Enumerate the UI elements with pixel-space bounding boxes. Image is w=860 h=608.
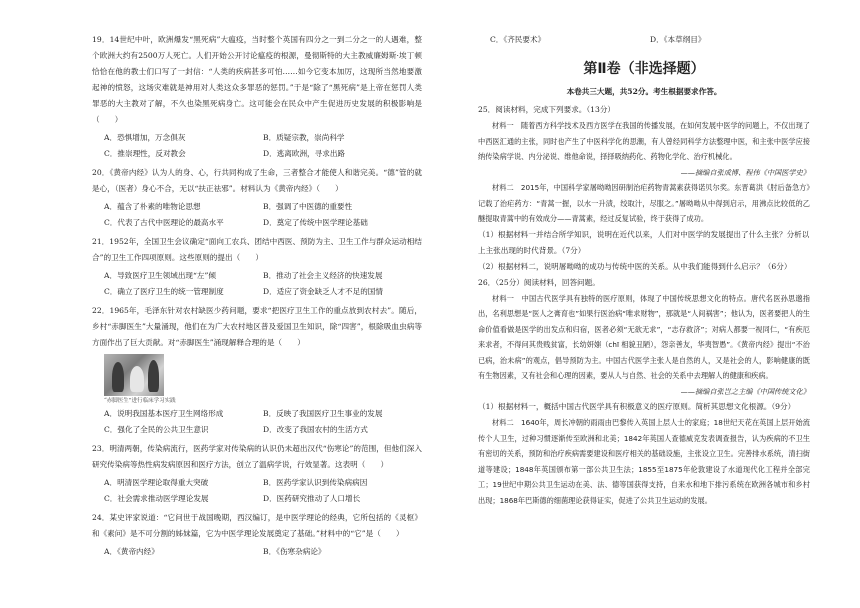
left-column [92,32,422,563]
q25-material-1-source: ——摘编自张成博、程伟《中国医学史》 [680,167,810,177]
question-19-stem: 19．14世纪中叶，欧洲爆发“黑死病”大瘟疫，当时整个英国有四分之一到二分之一的人遇难，整个欧洲大约有2500万人死亡。人们开始公开讨论瘟疫的根源，曼彻斯特的大主教威廉姆斯·埃丁顿恰恰在他的教士们口写了一封信：“人类的疾病甚多可怕……如今它变本加厉，这现所当然地要激起神的愤怒，这场灾难就是神用对人类这众多罪恶的惩罚。”于是“除了“黑死病”是上帝在惩罚人类罪恶的大主教对了解，不久也染黑死病身亡。这可能会在民众中产生促进历史发展的积极影响是（ ） [92,35,422,124]
question-22-options [104,406,422,438]
question-21-options [104,268,422,300]
question-23-stem: 23．明清两朝，传染病流行，医药学家对传染病的认识仍未超出汉代“伤寒论”的范围，但他们深入研究传染病等热性病发病原因和医疗方法，创立了温病学说，行效显著。这表明（ ） [92,444,422,469]
q26-material-2: 材料二 1640年，周长冲朝的雨雨由巴黎传入英国上层人士的家庭；18世纪天花在英国上层开始流传个人卫生，过种习惯逐渐传至欧洲和北美；1842年英国人查德威克发表调查报告，认为疾病的不卫生有密切的关系，预防和治疗疾病需要建设和医疗相关的基础设施，主张设立卫生。完善排水系统，清扫街道等建设；1848年英国颁布第一部公共卫生法；1855至1875年伦敦建设了水道现代化工程并全部完工；19世纪中期公共卫生运动在美、法、德等国获得支持，自来水和地下排污系统在欧洲各城市和乡村出现；1868年巴斯德的细菌理论获得证实，促进了公共卫生运动的发展。 [478,418,810,505]
q25-material-2: 材料二 2015年，中国科学家屠呦呦因研制治疟药物青蒿素获得诺贝尔奖。东晋葛洪《肘后备急方》记载了治疟药方：“青蒿一握，以水一升渍，绞取汁，尽服之。”屠呦呦从中得到启示，用沸点比较低的乙醚提取青蒿中的有效成分——青蒿素，经过反复试验，终于获得了成功。 [478,183,810,223]
q20-option-d: D．奠定了传统中医学理论基础 [263,218,368,227]
q19-option-c: C．推崇理性，反对教会 [104,149,186,158]
q26-subquestion-1: （1）根据材料一，概括中国古代医学具有积极意义的医疗原则。简析其思想文化根源。（9分） [478,402,796,411]
q21-option-c: C．确立了医疗卫生的统一管理制度 [104,287,224,296]
section-title: 第Ⅱ卷（非选择题） [583,61,705,77]
q19-option-b: B．质疑宗教，崇尚科学 [263,133,345,142]
question-23-options [104,475,422,507]
q19-option-d: D．逃离欧洲，寻求出路 [263,149,346,158]
q23-option-b: B．医药学家认识到传染病病因 [263,478,368,487]
question-21-stem: 21．1952年，全国卫生会议确定“面向工农兵、团结中西医、预防为主、卫生工作与群众运动相结合”的卫生工作四项原则。这些原则的提出（ ） [92,237,422,262]
q20-option-c: C．代表了古代中医理论的最高水平 [104,218,224,227]
q24-option-b: B．《伤寒杂病论》 [263,547,326,556]
question-25-head: 25．阅读材料，完成下列要求。（13分） [478,105,616,114]
q19-option-a: A．恐惧增加，万念俱灰 [104,133,186,142]
q23-option-c: C．社会需求推动医学理论发展 [104,494,209,503]
q26-material-1-source: ——摘编自张岂之主编《中国传统文化》 [680,386,810,396]
question-24-options-cont [490,32,810,48]
photo-caption: “赤脚医生”进行临床学习实践 [104,398,176,404]
q20-option-a: A．蕴含了朴素的唯物论思想 [104,202,201,211]
question-19-options [104,130,422,162]
q25-subquestion-1: （1）根据材料一并结合所学知识，说明在近代以来，人们对中医学的发展提出了什么主张？分析以上主张出现的时代背景。（7分） [478,229,810,255]
q24-option-a: A．《黄帝内经》 [104,547,159,556]
q22-option-a: A．说明我国基本医疗卫生网络形成 [104,409,224,418]
question-22-stem: 22．1965年，毛泽东针对农村缺医少药问题，要求“把医疗卫生工作的重点放到农村去”。随后，乡村“赤脚医生”大量涌现，他们在为广大农村地区普及爱国卫生知识，除“四害”，根除吸血虫病等方面作出了巨大贡献。对“赤脚医生”涌现解释合理的是（ ） [92,306,422,347]
question-24-options [104,544,422,560]
question-20-stem: 20．《黄帝内经》认为人的身、心，行共同构成了生命，三者整合才能使人和谐完美。“德”管的就是心，（医者）身心不合，无以“扶正祛邪”。材料认为《黄帝内经》（ ） [92,168,422,193]
question-26-head: 26．（25分）阅读材料，回答问题。 [478,277,600,287]
q22-option-c: C．强化了全民的公共卫生意识 [104,425,209,434]
q23-option-a: A．明清医学理论取得重大突破 [104,478,209,487]
q22-option-d: D．改变了我国农村的生活方式 [263,425,368,434]
q21-option-d: D．适应了资金缺乏人才不足的国情 [263,287,383,296]
question-20-options [104,199,422,231]
q24-option-d: D．《本草纲目》 [650,35,706,44]
q25-subquestion-2: （2）根据材料二，说明屠呦呦的成功与传统中医的关系。从中我们能得到什么启示？（6分） [478,261,792,271]
right-column [478,32,810,508]
section-note: 本卷共三大题，共52分。考生根据要求作答。 [566,87,722,96]
q23-option-d: D．医药研究推动了人口增长 [263,494,361,503]
q21-option-a: A．导致医疗卫生领域出现“左”倾 [104,271,216,280]
q26-material-1: 材料一 中国古代医学具有独特的医疗原则，体现了中国传统思想文化的特点。唐代名医孙思邈指出，名利思想是“医人之膏育也”如果行医治病“唯求财物”，那就是“人间祸害”；他认为，医者要把人的生命价值看做是医学的出发点和归宿，医者必须“无欲无求”，“志存救济”；对病人都要一视同仁，“有疾厄来求者，不得问其贵贱贫富，长幼妍媸（chī 相貌丑陋），怨亲善友，华夷智愚”。《黄帝内经》提出“不治已病，治未病”的观点，倡导预防为主。中国古代医学主张人是自然的人，又是社会的人，影响健康的既有生物因素，又有社会和心理的因素，要从人与自然、社会的关系中去理解人的健康和疾病。 [478,293,810,380]
q25-material-1: 材料一 随着西方科学技术及西方医学在我国的传播发展，在如何发展中医学的问题上，不仅出现了中西医汇通的主张，同时也产生了中医科学化的思潮，有人曾经同科学方法整理中医，和主张中医学应接纳传染病学说、内分泌说、维他命说，择择吸纳药化、药物化学化、治疗机械化。 [478,121,810,161]
q22-option-b: B．反映了我国医疗卫生事业的发展 [263,409,383,418]
barefoot-doctor-photo [104,354,164,396]
question-24-stem: 24．某史评家说道：“它问世于战国晚期，西汉编订，是中医学理论的经典，它所包括的《灵枢》和《素问》是不可分割的姊妹篇，它为中医学理论发展奠定了基础。”材料中的“它”是（ ） [92,513,422,538]
q24-option-c: C．《齐民要术》 [490,35,546,44]
q20-option-b: B．强调了中医德的重要性 [263,202,353,211]
q21-option-b: B．推动了社会主义经济的快速发展 [263,271,383,280]
